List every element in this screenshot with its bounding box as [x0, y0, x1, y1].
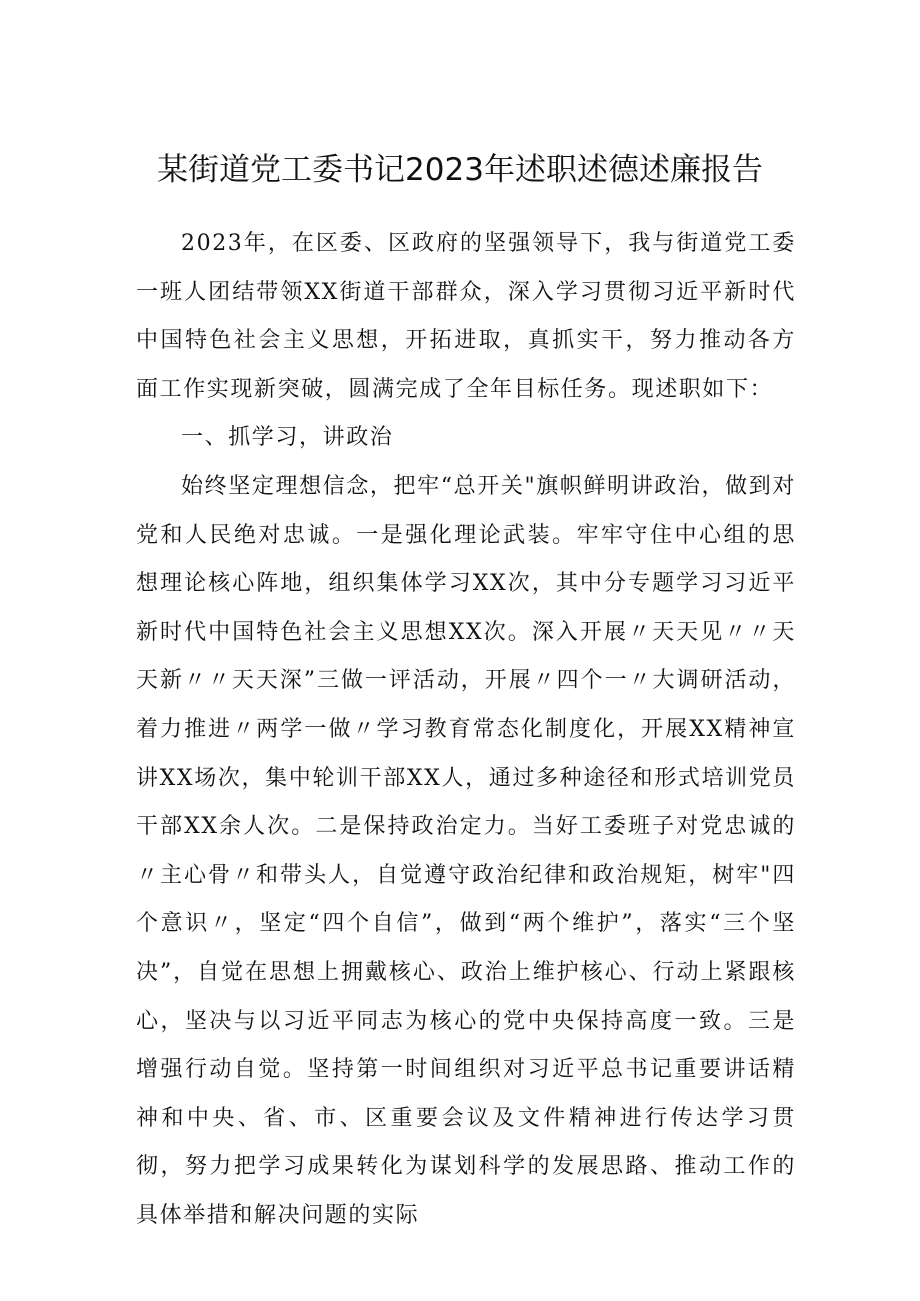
body-paragraph: 始终坚定理想信念，把牢“总开关"旗帜鲜明讲政治，做到对党和人民绝对忠诚。一是强化理论武装。牢牢守住中心组的思想理论核心阵地，组织集体学习XX次，其中分专题学习习近平新时代中国特色社会主义思想XX次。深入开展〃天天见〃〃天天新〃〃天天深”三做一评活动，开展〃四个一〃大调研活动，着力推进〃两学一做〃学习教育常态化制度化，开展XX精神宣讲XX场次，集中轮训干部XX人，通过多种途径和形式培训党员干部XX余人次。二是保持政治定力。当好工委班子对党忠诚的〃主心骨〃和带头人，自觉遵守政治纪律和政治规矩，树牢"四个意识〃，坚定“四个自信”，做到“两个维护”，落实“三个坚决”，自觉在思想上拥戴核心、政治上维护核心、行动上紧跟核心，坚决与以习近平同志为核心的党中央保持高度一致。三是增强行动自觉。坚持第一时间组织对习近平总书记重要讲话精神和中央、省、市、区重要会议及文件精神进行传达学习贯彻，努力把学习成果转化为谋划科学的发展思路、推动工作的具体举措和解决问题的实际 — [136, 473, 796, 1228]
document-body — [136, 220, 796, 1240]
intro-paragraph: 2023年，在区委、区政府的坚强领导下，我与街道党工委一班人团结带领XX街道干部群众，深入学习贯彻习近平新时代中国特色社会主义思想，开拓进取，真抓实干，努力推动各方面工作实现新突破，圆满完成了全年目标任务。现述职如下： — [136, 231, 796, 402]
document-title: 某街道党工委书记2023年述职述德述廉报告 — [157, 152, 763, 188]
section-heading: 一、抓学习，讲政治 — [181, 425, 394, 451]
